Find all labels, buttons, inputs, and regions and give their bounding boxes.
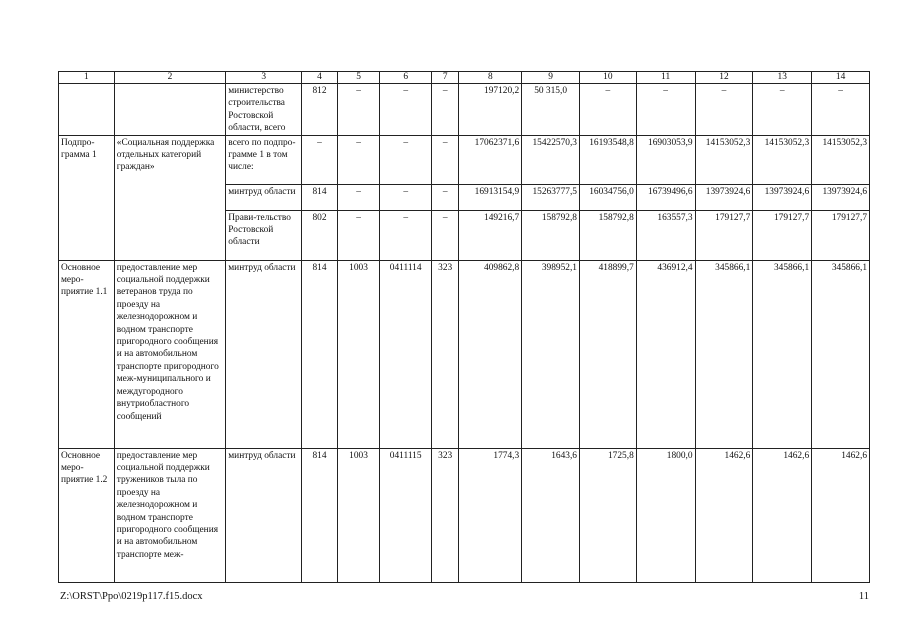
cell-executor: Прави-тельство Ростовской области: [226, 210, 302, 260]
cell-value: 179127,7: [812, 210, 870, 260]
cell-value: 163557,3: [636, 210, 695, 260]
col-num-3: 3: [226, 72, 302, 84]
column-number-row: [59, 72, 870, 84]
cell-value: –: [812, 84, 870, 136]
cell-rzpr: –: [337, 135, 380, 184]
cell-value: 14153052,3: [695, 135, 753, 184]
cell-value: 418899,7: [579, 260, 636, 448]
cell-grbs: 814: [302, 260, 337, 448]
cell-grbs: 814: [302, 184, 337, 210]
cell-value: 179127,7: [695, 210, 753, 260]
cell-value: –: [753, 84, 812, 136]
col-num-14: 14: [812, 72, 870, 84]
cell-grbs: 814: [302, 448, 337, 582]
col-num-5: 5: [337, 72, 380, 84]
cell-value: 50 315,0: [522, 84, 580, 136]
cell-value: 197120,2: [459, 84, 522, 136]
cell-csr: –: [380, 84, 432, 136]
cell-csr: –: [380, 184, 432, 210]
cell-value: 345866,1: [695, 260, 753, 448]
cell-value: 158792,8: [579, 210, 636, 260]
cell-value: 16903053,9: [636, 135, 695, 184]
col-num-9: 9: [522, 72, 580, 84]
cell-value: 16193548,8: [579, 135, 636, 184]
col-num-11: 11: [636, 72, 695, 84]
cell-measure-name: Основное меро-приятие 1.1: [59, 260, 115, 448]
cell-csr: –: [380, 135, 432, 184]
cell-value: –: [695, 84, 753, 136]
cell-value: 1800,0: [636, 448, 695, 582]
cell-value: –: [579, 84, 636, 136]
budget-table: [58, 71, 870, 583]
cell-value: –: [636, 84, 695, 136]
cell-vr: 323: [432, 448, 459, 582]
cell-measure-title: предоставление мер социальной поддержки тружеников тыла по проезду на железнодорожном и водном транспорте пригородного сообщения и на автомобильном транспорте меж-: [114, 448, 226, 582]
cell-csr: 0411114: [380, 260, 432, 448]
cell-value: 436912,4: [636, 260, 695, 448]
cell-value: 13973924,6: [753, 184, 812, 210]
cell-rzpr: 1003: [337, 260, 380, 448]
cell-executor: всего по подпро-грамме 1 в том числе:: [226, 135, 302, 184]
cell-value: 1725,8: [579, 448, 636, 582]
cell-rzpr: 1003: [337, 448, 380, 582]
table-row: [59, 84, 870, 136]
col-num-2: 2: [114, 72, 226, 84]
cell-value: 179127,7: [753, 210, 812, 260]
cell-vr: 323: [432, 260, 459, 448]
col-num-12: 12: [695, 72, 753, 84]
col-num-1: 1: [59, 72, 115, 84]
file-path-footer: Z:\ORST\Ppo\0219p117.f15.docx: [60, 591, 203, 602]
cell-value: 345866,1: [812, 260, 870, 448]
page-number: 11: [858, 591, 869, 602]
cell-value: 1774,3: [459, 448, 522, 582]
cell-program-name: Подпро-грамма 1: [59, 135, 115, 260]
cell-value: 16913154,9: [459, 184, 522, 210]
cell-value: 13973924,6: [812, 184, 870, 210]
cell-grbs: 812: [302, 84, 337, 136]
cell-value: 1462,6: [753, 448, 812, 582]
cell-value: 14153052,3: [753, 135, 812, 184]
cell-rzpr: –: [337, 210, 380, 260]
col-num-4: 4: [302, 72, 337, 84]
cell-vr: –: [432, 184, 459, 210]
cell-measure-name: Основное меро-приятие 1.2: [59, 448, 115, 582]
cell-vr: –: [432, 135, 459, 184]
cell-value: 398952,1: [522, 260, 580, 448]
col-num-8: 8: [459, 72, 522, 84]
cell-value: 1462,6: [812, 448, 870, 582]
col-num-7: 7: [432, 72, 459, 84]
col-num-10: 10: [579, 72, 636, 84]
cell-value: 149216,7: [459, 210, 522, 260]
cell-value: 158792,8: [522, 210, 580, 260]
cell-value: 15263777,5: [522, 184, 580, 210]
table-row: [59, 448, 870, 582]
cell-rzpr: –: [337, 184, 380, 210]
cell-executor: министерство строительства Ростовской области, всего: [226, 84, 302, 136]
cell-grbs: –: [302, 135, 337, 184]
cell-value: 409862,8: [459, 260, 522, 448]
cell-vr: –: [432, 84, 459, 136]
cell-executor: минтруд области: [226, 260, 302, 448]
table-row: [59, 135, 870, 184]
cell-csr: 0411115: [380, 448, 432, 582]
cell-value: 17062371,6: [459, 135, 522, 184]
cell-value: 16034756,0: [579, 184, 636, 210]
col-num-6: 6: [380, 72, 432, 84]
cell-executor: минтруд области: [226, 184, 302, 210]
cell-value: 345866,1: [753, 260, 812, 448]
cell-empty: [114, 84, 226, 136]
table-row: [59, 260, 870, 448]
cell-value: 1462,6: [695, 448, 753, 582]
col-num-13: 13: [753, 72, 812, 84]
cell-program-title: «Социальная поддержка отдельных категорий граждан»: [114, 135, 226, 260]
cell-rzpr: –: [337, 84, 380, 136]
cell-value: 16739496,6: [636, 184, 695, 210]
cell-measure-title: предоставление мер социальной поддержки ветеранов труда по проезду на железнодорожном и водном транспорте пригородного сообщения и на автомобильном транспорте пригородного меж-муниципального и междугородного внутриобластного сообщений: [114, 260, 226, 448]
cell-executor: минтруд области: [226, 448, 302, 582]
cell-csr: –: [380, 210, 432, 260]
cell-value: 1643,6: [522, 448, 580, 582]
cell-empty: [59, 84, 115, 136]
cell-value: 13973924,6: [695, 184, 753, 210]
cell-value: 14153052,3: [812, 135, 870, 184]
cell-value: 15422570,3: [522, 135, 580, 184]
cell-vr: –: [432, 210, 459, 260]
cell-grbs: 802: [302, 210, 337, 260]
